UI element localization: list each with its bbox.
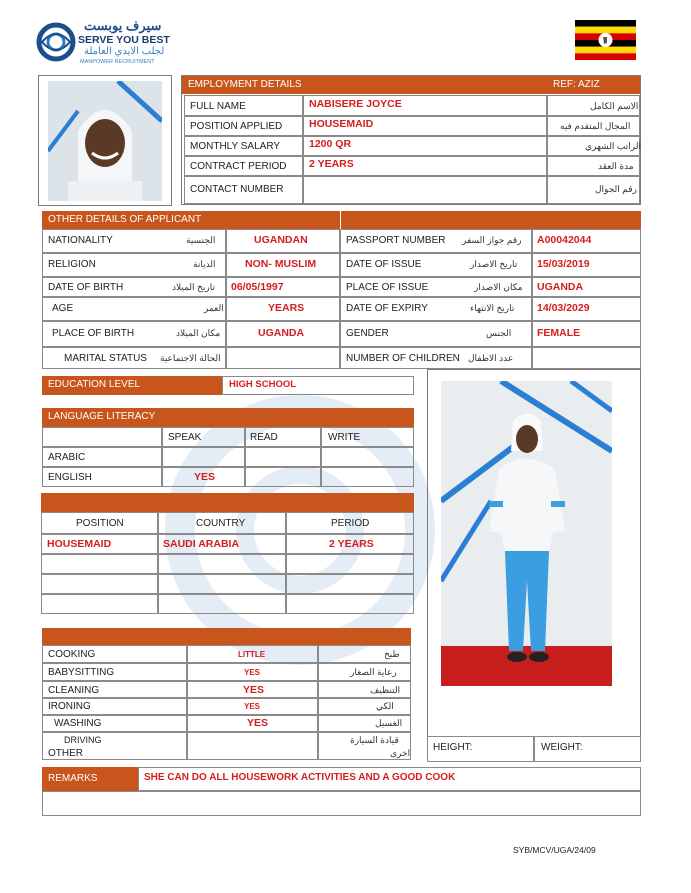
gender-value: FEMALE bbox=[537, 327, 581, 339]
religion-value: NON- MUSLIM bbox=[245, 258, 317, 270]
skill-washing-arabic: الغسيل bbox=[375, 718, 403, 728]
experience-country-value: SAUDI ARABIA bbox=[163, 538, 240, 550]
contact-number-label: CONTACT NUMBER bbox=[190, 184, 284, 195]
nationality-arabic: الجنسية bbox=[186, 235, 216, 245]
place-of-issue-value: UGANDA bbox=[537, 281, 584, 293]
language-english-label: ENGLISH bbox=[48, 472, 92, 483]
language-col-speak: SPEAK bbox=[168, 432, 202, 443]
language-col-read: READ bbox=[250, 432, 278, 443]
ref-label: REF: bbox=[553, 79, 576, 90]
date-of-expiry-arabic: تاريخ الانتهاء bbox=[470, 303, 515, 313]
date-of-expiry-value: 14/03/2029 bbox=[537, 302, 590, 314]
date-of-birth-arabic: تاريخ الميلاد bbox=[172, 282, 215, 292]
logo-arabic-sub: لجلب الايدي العاملة bbox=[84, 46, 165, 57]
religion-arabic: الديانة bbox=[193, 259, 216, 269]
skill-cooking-arabic: طبخ bbox=[384, 649, 400, 659]
date-of-issue-value: 15/03/2019 bbox=[537, 258, 590, 270]
ref-value: AZIZ bbox=[578, 79, 600, 90]
full-length-photo bbox=[441, 381, 612, 686]
skill-washing-label: WASHING bbox=[54, 718, 102, 729]
skills-header-left bbox=[42, 628, 248, 645]
skill-driving-label: DRIVING bbox=[64, 735, 102, 745]
date-of-expiry-label: DATE OF EXPIRY bbox=[346, 303, 428, 314]
skill-babysitting-arabic: رعاية الصغار bbox=[350, 667, 397, 677]
logo-arabic-name: سيرف يوبست bbox=[84, 18, 162, 33]
language-arabic-label: ARABIC bbox=[48, 452, 86, 463]
skill-ironing-value: YES bbox=[244, 702, 261, 711]
experience-header-left bbox=[41, 493, 227, 512]
date-of-issue-label: DATE OF ISSUE bbox=[346, 259, 422, 270]
monthly-salary-value: 1200 QR bbox=[309, 138, 352, 150]
gender-label: GENDER bbox=[346, 328, 389, 339]
logo-english-name: SERVE YOU BEST bbox=[78, 34, 170, 46]
experience-header-right bbox=[227, 493, 414, 512]
nationality-value: UGANDAN bbox=[254, 234, 308, 246]
experience-col-country: COUNTRY bbox=[196, 518, 246, 529]
skill-cleaning-label: CLEANING bbox=[48, 685, 100, 696]
gender-arabic: الجنس bbox=[486, 328, 512, 338]
age-label: AGE bbox=[52, 303, 74, 314]
remarks-value: SHE CAN DO ALL HOUSEWORK ACTIVITIES AND A GOOD COOK bbox=[144, 772, 456, 783]
skill-cleaning-arabic: التنظيف bbox=[370, 685, 401, 695]
contract-period-value: 2 YEARS bbox=[309, 158, 354, 170]
document-code: SYB/MCV/UGA/24/09 bbox=[513, 845, 596, 855]
passport-number-label: PASSPORT NUMBER bbox=[346, 235, 446, 246]
other-details-header-right bbox=[341, 211, 641, 229]
number-of-children-label: NUMBER OF CHILDREN bbox=[346, 353, 460, 364]
experience-position-value: HOUSEMAID bbox=[47, 538, 112, 550]
language-header: LANGUAGE LITERACY bbox=[42, 408, 414, 427]
experience-col-period: PERIOD bbox=[331, 518, 370, 529]
place-of-issue-label: PLACE OF ISSUE bbox=[346, 282, 429, 293]
full-name-value: NABISERE JOYCE bbox=[309, 98, 402, 110]
experience-period-value: 2 YEARS bbox=[329, 538, 374, 550]
skill-cooking-value: LITTLE bbox=[238, 650, 266, 659]
full-name-arabic: الاسم الكامل bbox=[590, 101, 639, 111]
education-value: HIGH SCHOOL bbox=[229, 379, 297, 390]
ref-header bbox=[547, 76, 640, 94]
logo-sub: MANPOWER RECRUITMENT bbox=[80, 59, 155, 65]
contract-period-arabic: مدة العقد bbox=[598, 161, 634, 171]
skill-other-label: OTHER bbox=[48, 748, 83, 759]
age-value: YEARS bbox=[268, 302, 305, 314]
date-of-birth-label: DATE OF BIRTH bbox=[48, 282, 124, 293]
skill-babysitting-label: BABYSITTING bbox=[48, 667, 115, 678]
skill-ironing-label: IRONING bbox=[48, 701, 91, 712]
education-header: EDUCATION LEVEL bbox=[42, 376, 222, 395]
position-applied-value: HOUSEMAID bbox=[309, 118, 374, 130]
place-of-issue-arabic: مكان الاصدار bbox=[474, 282, 523, 292]
contract-period-label: CONTRACT PERIOD bbox=[190, 161, 287, 172]
skill-driving-arabic: قيادة السيارة bbox=[350, 735, 399, 745]
age-arabic: العمر bbox=[204, 303, 224, 313]
marital-status-label: MARITAL STATUS bbox=[64, 353, 147, 364]
height-label: HEIGHT: bbox=[433, 742, 473, 753]
portrait-photo-frame bbox=[38, 75, 172, 206]
experience-col-position: POSITION bbox=[76, 518, 124, 529]
other-details-header: OTHER DETAILS OF APPLICANT bbox=[42, 211, 340, 229]
marital-status-arabic: الحالة الاجتماعية bbox=[160, 353, 221, 363]
portrait-photo bbox=[48, 81, 162, 201]
full-name-label: FULL NAME bbox=[190, 101, 246, 112]
date-of-birth-value: 06/05/1997 bbox=[231, 281, 284, 293]
remarks-header: REMARKS bbox=[42, 767, 138, 791]
religion-label: RELIGION bbox=[48, 259, 96, 270]
company-logo bbox=[36, 18, 170, 70]
place-of-birth-label: PLACE OF BIRTH bbox=[52, 328, 135, 339]
skill-cleaning-value: YES bbox=[243, 684, 265, 696]
skill-cooking-label: COOKING bbox=[48, 649, 96, 660]
passport-number-arabic: رقم جواز السفر bbox=[462, 235, 522, 245]
monthly-salary-label: MONTHLY SALARY bbox=[190, 141, 281, 152]
position-applied-arabic: المجال المتقدم فيه bbox=[560, 121, 631, 131]
employment-header: EMPLOYMENT DETAILS bbox=[182, 76, 547, 94]
place-of-birth-value: UGANDA bbox=[258, 327, 305, 339]
skill-other-arabic: اخرى bbox=[390, 748, 411, 758]
date-of-issue-arabic: تاريخ الاصدار bbox=[470, 259, 518, 269]
language-english-speak: YES bbox=[194, 471, 216, 483]
number-of-children-arabic: عدد الاطفال bbox=[468, 353, 514, 363]
nationality-label: NATIONALITY bbox=[48, 235, 113, 246]
skills-header-right bbox=[248, 628, 411, 645]
skill-babysitting-value: YES bbox=[244, 668, 261, 677]
weight-label: WEIGHT: bbox=[541, 742, 583, 753]
contact-number-arabic: رقم الجوال bbox=[595, 184, 637, 194]
uganda-flag bbox=[575, 20, 636, 60]
language-col-write: WRITE bbox=[328, 432, 361, 443]
skill-washing-value: YES bbox=[247, 717, 269, 729]
skill-ironing-arabic: الكي bbox=[376, 701, 394, 711]
passport-number-value: A00042044 bbox=[537, 234, 592, 246]
place-of-birth-arabic: مكان الميلاد bbox=[176, 328, 221, 338]
monthly-salary-arabic: الراتب الشهري bbox=[585, 141, 641, 151]
logo-emblem-icon bbox=[36, 20, 76, 64]
position-applied-label: POSITION APPLIED bbox=[190, 121, 283, 132]
